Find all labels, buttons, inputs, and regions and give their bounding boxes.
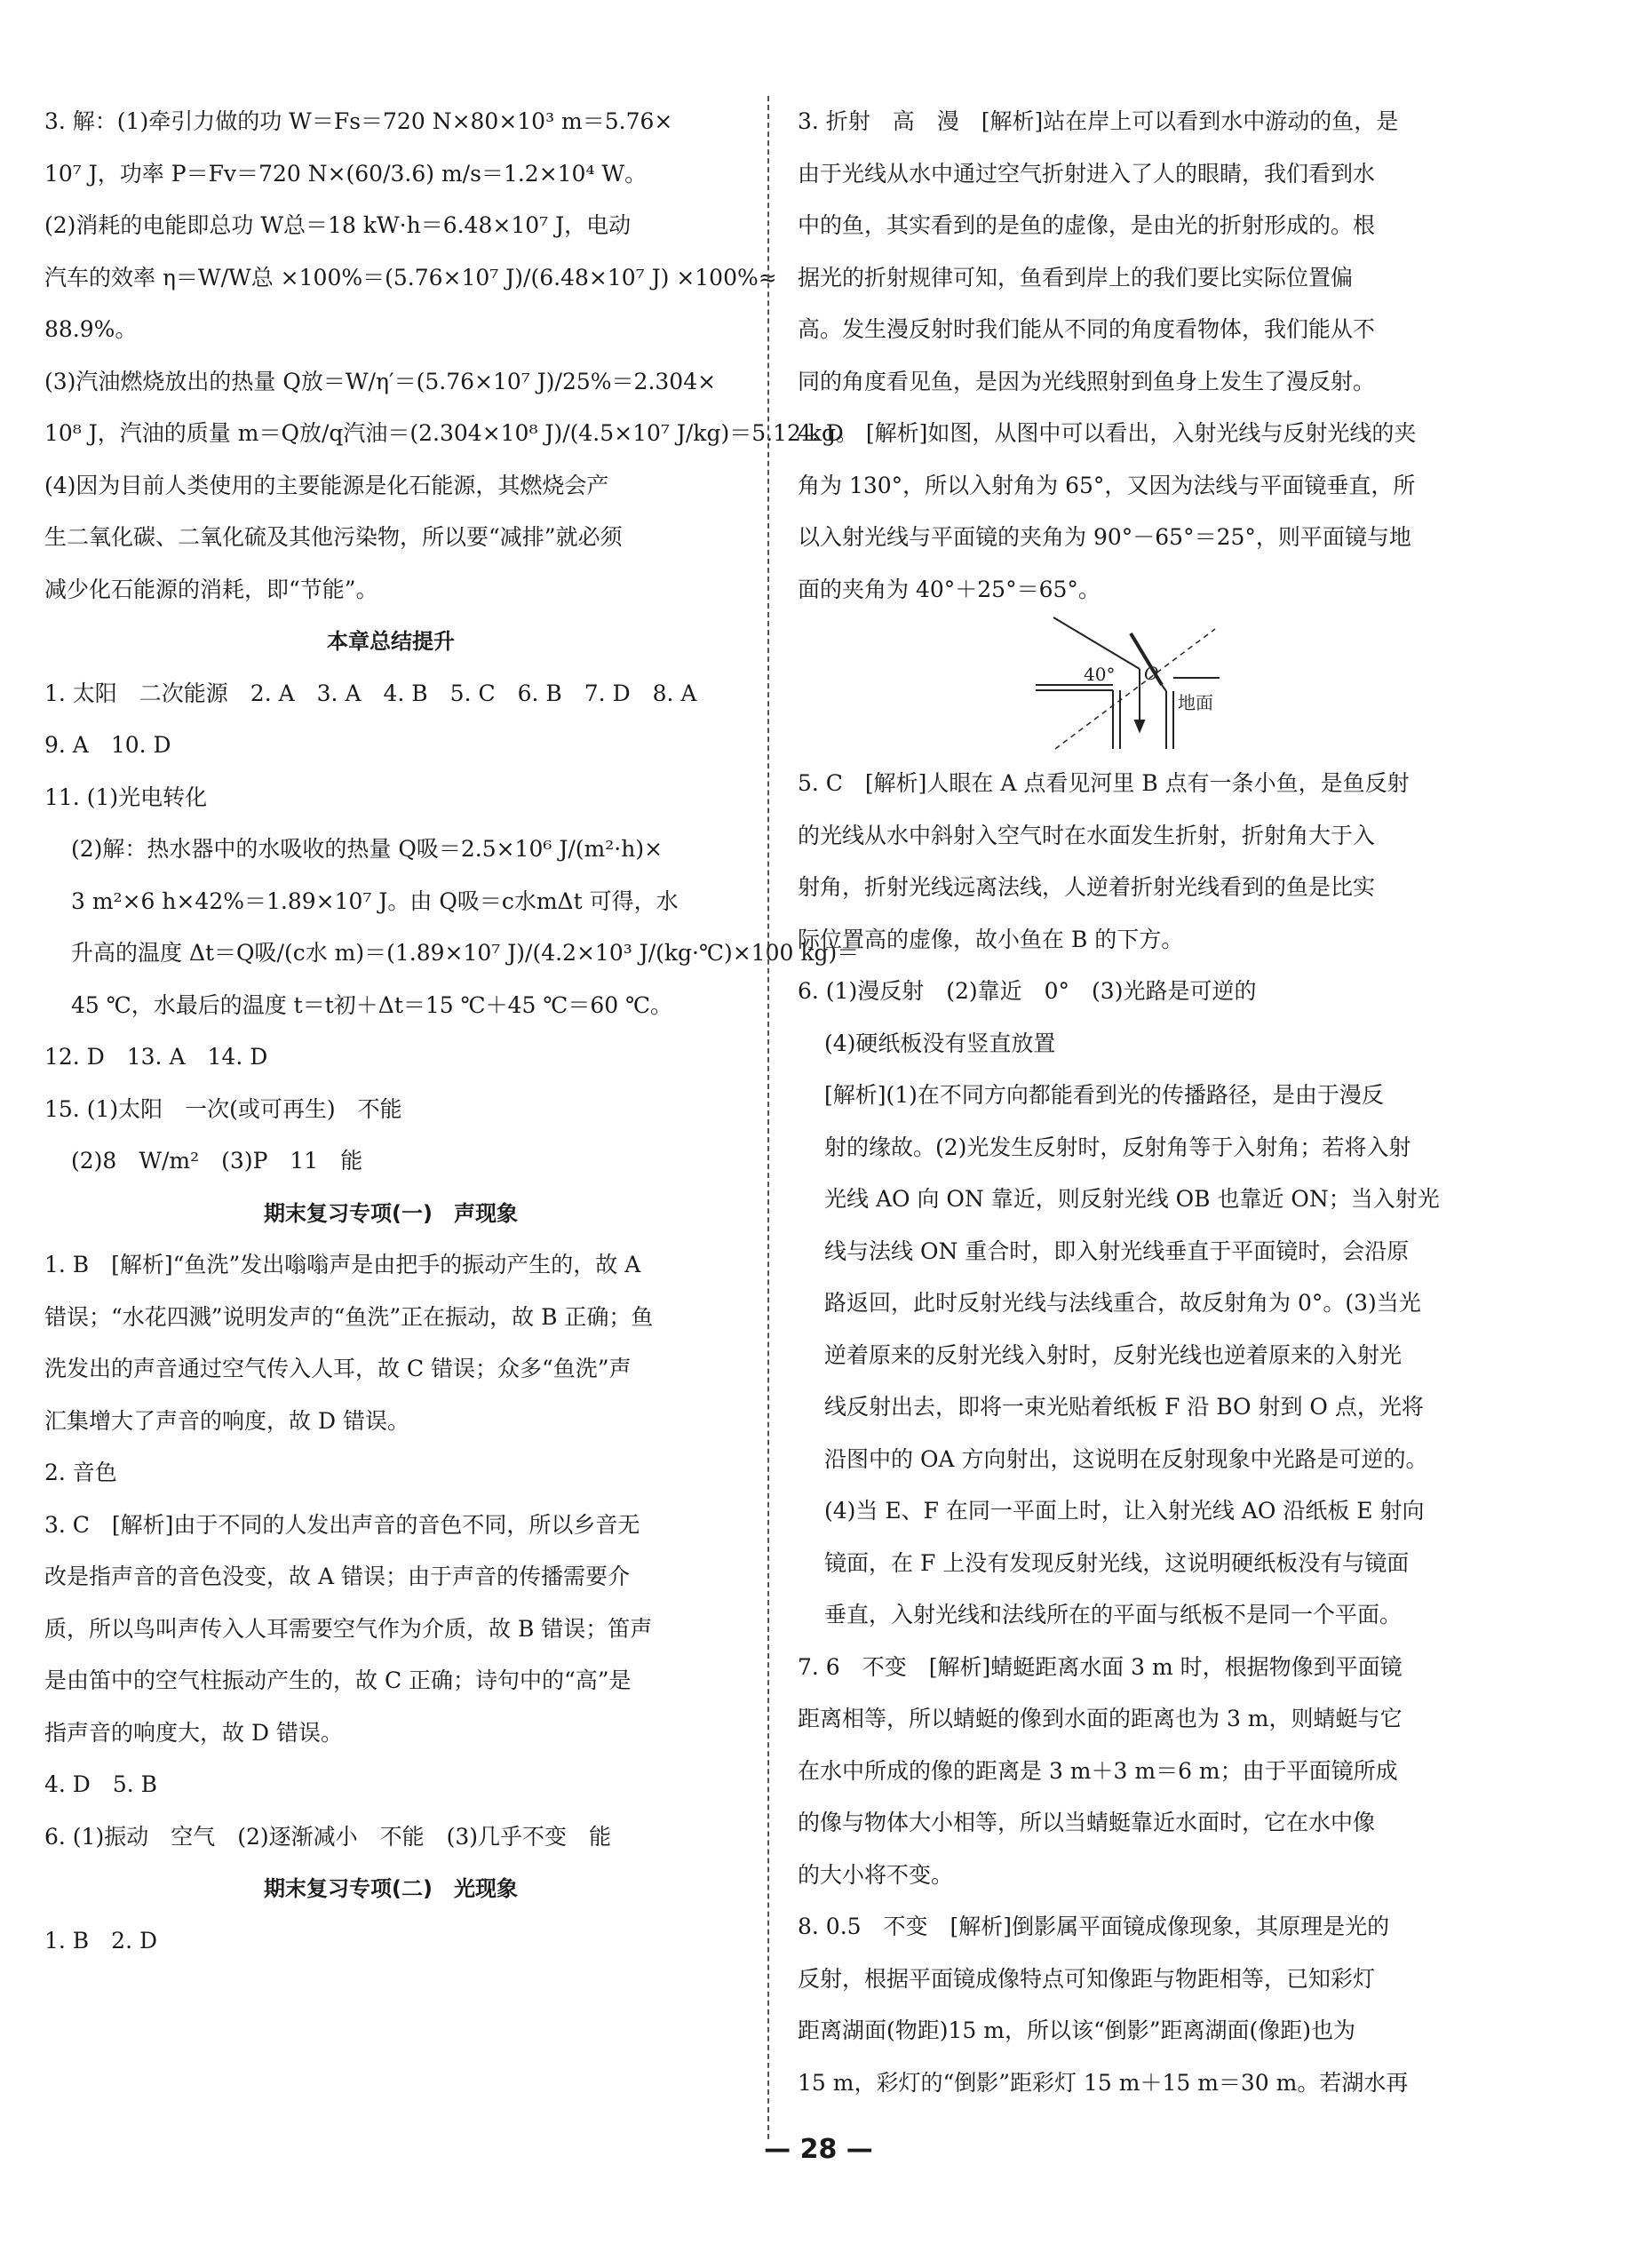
text-line: 3. 折射 高 漫 [解析]站在岸上可以看到水中游动的鱼，是 xyxy=(798,108,1399,134)
section-heading: 期末复习专项(二) 光现象 xyxy=(264,1876,518,1901)
text-line: 沿图中的 OA 方向射出，这说明在反射现象中光路是可逆的。 xyxy=(824,1445,1428,1472)
text-line: 距离湖面(物距)15 m，所以该“倒影”距离湖面(像距)也为 xyxy=(798,2017,1356,2043)
text-line: 88.9%。 xyxy=(44,316,138,342)
text-line: 是由笛中的空气柱振动产生的，故 C 正确；诗句中的“高”是 xyxy=(44,1667,632,1693)
text-line: 错误；“水花四溅”说明发声的“鱼洗”正在振动，故 B 正确；鱼 xyxy=(44,1303,654,1330)
text-line: 6. (1)振动 空气 (2)逐渐减小 不能 (3)几乎不变 能 xyxy=(44,1823,612,1850)
text-line: 减少化石能源的消耗，即“节能”。 xyxy=(44,576,378,602)
text-line: 10⁷ J，功率 P＝Fv＝720 N×(60/3.6) m/s＝1.2×10⁴ W。 xyxy=(44,160,648,187)
text-line: 质，所以鸟叫声传入人耳需要空气作为介质，故 B 错误；笛声 xyxy=(44,1615,653,1642)
text-line: 汽车的效率 η＝W/W总 ×100%＝(5.76×10⁷ J)/(6.48×10⁷ J) ×100%≈ xyxy=(44,264,777,290)
angle-label: 40° xyxy=(1084,664,1116,685)
text-line: (4)因为目前人类使用的主要能源是化石能源，其燃烧会产 xyxy=(44,472,609,498)
text-line: 的像与物体大小相等，所以当蜻蜓靠近水面时，它在水中像 xyxy=(798,1810,1376,1835)
text-line: 洗发出的声音通过空气传入人耳，故 C 错误；众多“鱼洗”声 xyxy=(44,1356,632,1381)
text-line: 射角，折射光线远离法线，人逆着折射光线看到的鱼是比实 xyxy=(798,874,1376,900)
ground-label: 地面 xyxy=(1178,692,1213,713)
right-column xyxy=(798,96,1490,2109)
text-line: 际位置高的虚像，故小鱼在 B 的下方。 xyxy=(798,926,1184,952)
text-line: (4)当 E、F 在同一平面上时，让入射光线 AO 沿纸板 E 射向 xyxy=(824,1498,1425,1524)
text-line: 角为 130°，所以入射角为 65°，又因为法线与平面镜垂直，所 xyxy=(798,472,1416,498)
page-number: — 28 — xyxy=(764,2134,873,2165)
text-line: 光线 AO 向 ON 靠近，则反射光线 OB 也靠近 ON；当入射光 xyxy=(824,1186,1440,1212)
text-line: 45 ℃，水最后的温度 t＝t初＋Δt＝15 ℃＋45 ℃＝60 ℃。 xyxy=(71,991,673,1018)
section-heading: 期末复习专项(一) 声现象 xyxy=(264,1200,518,1226)
text-line: 反射，根据平面镜成像特点可知像距与物距相等，已知彩灯 xyxy=(798,1965,1376,1992)
text-line: 线与法线 ON 重合时，即入射光线垂直于平面镜时，会沿原 xyxy=(824,1237,1410,1264)
text-line: 3 m²×6 h×42%＝1.89×10⁷ J。由 Q吸＝c水mΔt 可得，水 xyxy=(71,887,679,914)
right-column-top xyxy=(798,96,1490,616)
text-line: 2. 音色 xyxy=(44,1460,117,1485)
text-line: 3. C [解析]由于不同的人发出声音的音色不同，所以乡音无 xyxy=(44,1511,640,1538)
text-line: 同的角度看见鱼，是因为光线照射到鱼身上发生了漫反射。 xyxy=(798,368,1376,394)
point-o-label: O xyxy=(1144,663,1159,684)
text-line: 生二氧化碳、二氧化硫及其他污染物，所以要“减排”就必须 xyxy=(44,524,623,550)
text-line: 线反射出去，即将一束光贴着纸板 F 沿 BO 射到 O 点，光将 xyxy=(824,1394,1424,1420)
text-line: 7. 6 不变 [解析]蜻蜓距离水面 3 m 时，根据物像到平面镜 xyxy=(798,1653,1403,1680)
text-line: 1. B [解析]“鱼洗”发出嗡嗡声是由把手的振动产生的，故 A xyxy=(44,1252,641,1277)
text-line: 5. C [解析]人眼在 A 点看见河里 B 点有一条小鱼，是鱼反射 xyxy=(798,770,1410,796)
text-line: 8. 0.5 不变 [解析]倒影属平面镜成像现象，其原理是光的 xyxy=(798,1914,1390,1939)
column-divider xyxy=(767,96,769,2139)
text-line: 升高的温度 Δt＝Q吸/(c水 m)＝(1.89×10⁷ J)/(4.2×10³ J/(kg·℃)×100 kg)＝ xyxy=(71,940,860,966)
text-line: 12. D 13. A 14. D xyxy=(44,1044,268,1070)
text-line: 据光的折射规律可知，鱼看到岸上的我们要比实际位置偏 xyxy=(798,264,1354,290)
text-line: 的光线从水中斜射入空气时在水面发生折射，折射角大于入 xyxy=(798,822,1376,848)
text-line: 路返回，此时反射光线与法线重合，故反射角为 0°。(3)当光 xyxy=(824,1290,1421,1316)
text-line: 距离相等，所以蜻蜓的像到水面的距离也为 3 m，则蜻蜓与它 xyxy=(798,1706,1403,1731)
text-line: 改是指声音的音色没变，故 A 错误；由于声音的传播需要介 xyxy=(44,1564,630,1589)
text-line: 在水中所成的像的距离是 3 m＋3 m＝6 m；由于平面镜所成 xyxy=(798,1757,1398,1784)
text-line: 4. D 5. B xyxy=(44,1771,158,1797)
text-line: (3)汽油燃烧放出的热量 Q放＝W/η′＝(5.76×10⁷ J)/25%＝2.304× xyxy=(44,368,717,394)
text-line: 1. B 2. D xyxy=(44,1927,158,1954)
mirror-reflection-figure xyxy=(1029,616,1242,758)
text-line: 镜面，在 F 上没有发现反射光线，这说明硬纸板没有与镜面 xyxy=(824,1549,1410,1576)
text-line: 射的缘故。(2)光发生反射时，反射角等于入射角；若将入射 xyxy=(824,1134,1411,1160)
text-line: 15. (1)太阳 一次(或可再生) 不能 xyxy=(44,1095,402,1122)
text-line: 9. A 10. D xyxy=(44,732,171,758)
left-column xyxy=(44,96,860,1967)
text-line: 垂直，入射光线和法线所在的平面与纸板不是同一个平面。 xyxy=(824,1602,1403,1627)
text-line: 高。发生漫反射时我们能从不同的角度看物体，我们能从不 xyxy=(798,316,1376,342)
text-line: 11. (1)光电转化 xyxy=(44,784,208,810)
text-line: 中的鱼，其实看到的是鱼的虚像，是由光的折射形成的。根 xyxy=(798,212,1376,238)
text-line: 1. 太阳 二次能源 2. A 3. A 4. B 5. C 6. B 7. D 8. A xyxy=(44,680,697,706)
text-line: 3. 解：(1)牵引力做的功 W＝Fs＝720 N×80×10³ m＝5.76× xyxy=(44,108,673,134)
text-line: 6. (1)漫反射 (2)靠近 0° (3)光路是可逆的 xyxy=(798,978,1257,1004)
section-heading: 本章总结提升 xyxy=(327,629,455,654)
text-line: 4. D [解析]如图，从图中可以看出，入射光线与反射光线的夹 xyxy=(798,420,1417,446)
text-line: 指声音的响度大，故 D 错误。 xyxy=(44,1719,343,1746)
text-line: (2)消耗的电能即总功 W总＝18 kW·h＝6.48×10⁷ J，电动 xyxy=(44,212,632,238)
text-line: 由于光线从水中通过空气折射进入了人的眼睛，我们看到水 xyxy=(798,160,1376,187)
text-line: [解析](1)在不同方向都能看到光的传播路径，是由于漫反 xyxy=(824,1082,1384,1108)
text-line: (2)8 W/m² (3)P 11 能 xyxy=(71,1148,363,1174)
text-line: 的大小将不变。 xyxy=(798,1861,954,1888)
text-line: (2)解：热水器中的水吸收的热量 Q吸＝2.5×10⁶ J/(m²·h)× xyxy=(71,836,664,862)
figure-area xyxy=(798,616,1490,758)
right-column-bottom xyxy=(798,758,1490,2109)
text-line: 逆着原来的反射光线入射时，反射光线也逆着原来的入射光 xyxy=(824,1341,1403,1368)
text-line: 15 m，彩灯的“倒影”距彩灯 15 m＋15 m＝30 m。若湖水再 xyxy=(798,2069,1409,2096)
text-line: 10⁸ J，汽油的质量 m＝Q放/q汽油＝(2.304×10⁸ J)/(4.5×10⁷ J/kg)＝5.12 kg。 xyxy=(44,420,858,446)
text-line: (4)硬纸板没有竖直放置 xyxy=(824,1030,1056,1056)
text-line: 以入射光线与平面镜的夹角为 90°－65°＝25°，则平面镜与地 xyxy=(798,524,1411,550)
text-line: 汇集增大了声音的响度，故 D 错误。 xyxy=(44,1407,409,1434)
text-line: 面的夹角为 40°＋25°＝65°。 xyxy=(798,576,1101,602)
